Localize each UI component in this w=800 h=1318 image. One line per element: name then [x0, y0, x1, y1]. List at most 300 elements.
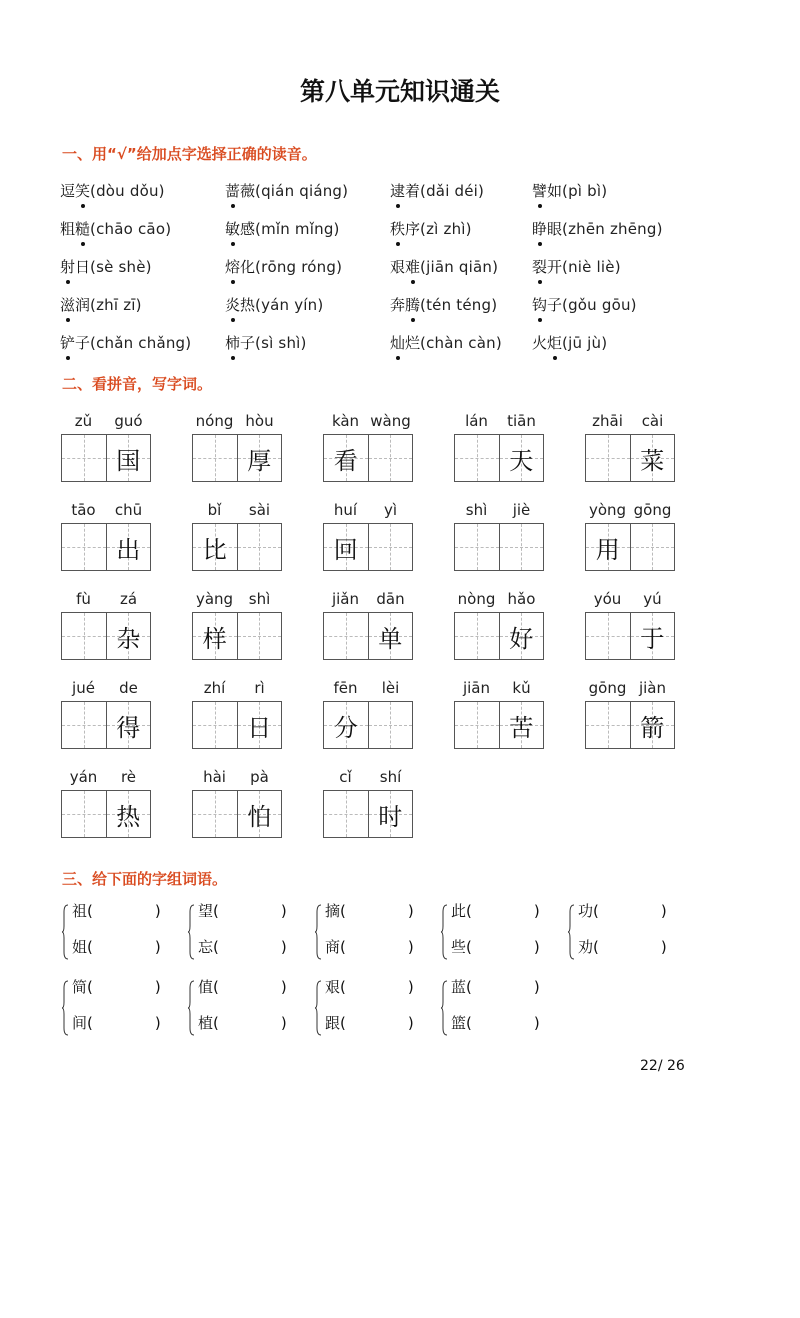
character-box[interactable] [324, 524, 368, 570]
word-char: 射 [60, 258, 76, 276]
group-character: 艰 [325, 978, 341, 996]
pinyin-syllable: yì [383, 501, 398, 519]
writing-cell[interactable] [585, 679, 675, 749]
page-title: 第八单元知识通关 [299, 77, 500, 106]
group-character: 望 [198, 902, 214, 920]
character-boxes[interactable] [61, 790, 151, 838]
word-text [390, 334, 420, 352]
pinyin-syllable: yàng [195, 590, 234, 608]
character-boxes[interactable] [61, 523, 151, 571]
word-group-line[interactable] [451, 976, 540, 997]
character: 好 [509, 624, 534, 653]
word-text [60, 182, 90, 200]
writing-cell[interactable] [323, 590, 413, 660]
close-paren: ) [533, 978, 540, 996]
writing-cell[interactable] [323, 679, 413, 749]
pronunciation-item[interactable] [532, 332, 607, 353]
group-character: 值 [198, 978, 214, 996]
character-boxes[interactable] [323, 612, 413, 660]
empty-character-box[interactable] [237, 524, 282, 570]
open-paren: ( [593, 902, 599, 920]
group-character: 植 [198, 1014, 214, 1032]
character-box[interactable] [630, 435, 675, 481]
pronunciation-options[interactable]: (qián qiáng) [255, 182, 349, 200]
character-boxes[interactable] [192, 612, 282, 660]
pronunciation-item[interactable] [390, 256, 498, 277]
character-box[interactable] [106, 702, 151, 748]
character-box[interactable] [499, 435, 544, 481]
word-group-line[interactable] [325, 900, 414, 921]
word-char: 糙 [75, 220, 91, 238]
word-char: 腾 [405, 296, 421, 314]
writing-cell[interactable] [585, 590, 675, 660]
pronunciation-row [60, 332, 740, 358]
word-group-line[interactable] [72, 976, 161, 997]
pinyin-syllable: zhāi [592, 412, 623, 430]
empty-character-box[interactable] [62, 702, 106, 748]
word-char: 火 [532, 334, 548, 352]
empty-character-box[interactable] [237, 613, 282, 659]
pinyin [192, 768, 282, 790]
pronunciation-item[interactable] [60, 332, 191, 353]
open-paren: ( [466, 938, 472, 956]
group-character: 忘 [198, 938, 214, 956]
word-char: 艰 [390, 258, 406, 276]
word-text [532, 258, 562, 276]
character-box[interactable] [106, 435, 151, 481]
character-box[interactable] [237, 702, 282, 748]
open-paren: ( [213, 978, 219, 996]
word-group [568, 900, 688, 964]
open-paren: ( [340, 938, 346, 956]
word-text [225, 334, 255, 352]
empty-character-box[interactable] [499, 524, 544, 570]
empty-character-box[interactable] [324, 613, 368, 659]
empty-character-box[interactable] [62, 613, 106, 659]
close-paren: ) [280, 978, 287, 996]
close-paren: ) [407, 938, 414, 956]
pronunciation-options[interactable]: (sè shè) [90, 258, 152, 276]
word-text [390, 296, 420, 314]
word-char: 奔 [390, 296, 406, 314]
writing-cell[interactable] [454, 501, 544, 571]
word-char: 铲 [60, 334, 76, 352]
pronunciation-item[interactable] [60, 256, 152, 277]
word-group-line[interactable] [72, 1012, 161, 1033]
word-char: 润 [75, 296, 91, 314]
word-text [532, 220, 562, 238]
word-group [441, 976, 561, 1040]
character: 日 [247, 713, 272, 742]
word-text [60, 296, 90, 314]
pronunciation-item[interactable] [532, 256, 621, 277]
word-text [60, 258, 90, 276]
pinyin [192, 501, 282, 523]
pinyin-syllable: jiàn [638, 679, 667, 697]
word-char: 钩 [532, 296, 548, 314]
pronunciation-item[interactable] [532, 218, 663, 239]
empty-character-box[interactable] [586, 702, 630, 748]
pinyin [454, 412, 544, 434]
word-text [390, 220, 420, 238]
word-text [225, 258, 255, 276]
character: 单 [378, 624, 403, 653]
character-boxes[interactable] [61, 701, 151, 749]
word-group [441, 900, 561, 964]
word-text [60, 334, 90, 352]
word-char: 炎 [225, 296, 241, 314]
word-group-line[interactable] [451, 936, 540, 957]
character-boxes[interactable] [323, 434, 413, 482]
pronunciation-options[interactable]: (chàn càn) [420, 334, 502, 352]
pronunciation-item[interactable] [60, 294, 142, 315]
open-paren: ( [213, 938, 219, 956]
pronunciation-options[interactable]: (zì zhì) [420, 220, 472, 238]
writing-cell[interactable] [454, 412, 544, 482]
character-boxes[interactable] [61, 612, 151, 660]
pinyin [454, 590, 544, 612]
writing-cell[interactable] [192, 590, 282, 660]
character-box[interactable] [499, 702, 544, 748]
pronunciation-item[interactable] [225, 294, 323, 315]
empty-character-box[interactable] [586, 613, 630, 659]
pinyin-syllable: rì [254, 679, 265, 697]
word-char: 日 [75, 258, 91, 276]
pinyin-syllable: lán [465, 412, 488, 430]
pronunciation-options[interactable]: (jiān qiān) [420, 258, 499, 276]
word-group-line[interactable] [198, 1012, 287, 1033]
writing-cell[interactable] [61, 768, 151, 838]
brace-icon [441, 904, 447, 960]
character: 用 [595, 535, 620, 564]
pinyin-syllable: nòng [457, 590, 496, 608]
pronunciation-row [60, 218, 740, 244]
word-char: 如 [547, 182, 563, 200]
writing-cell[interactable] [192, 768, 282, 838]
pronunciation-options[interactable]: (dòu dǒu) [90, 182, 165, 200]
character: 样 [202, 624, 227, 653]
pronunciation-options[interactable]: (chāo cāo) [90, 220, 172, 238]
pronunciation-options[interactable]: (zhēn zhēng) [562, 220, 663, 238]
pronunciation-options[interactable]: (mǐn mǐng) [255, 220, 340, 238]
pronunciation-item[interactable] [532, 294, 637, 315]
character-box[interactable] [237, 435, 282, 481]
character-box[interactable] [324, 435, 368, 481]
pronunciation-options[interactable]: (dǎi déi) [420, 182, 485, 200]
pronunciation-item[interactable] [225, 180, 348, 201]
character-boxes[interactable] [323, 701, 413, 749]
word-char: 炬 [547, 334, 563, 352]
pinyin-syllable: yú [643, 590, 662, 608]
empty-character-box[interactable] [586, 435, 630, 481]
pronunciation-item[interactable] [390, 332, 502, 353]
empty-character-box[interactable] [630, 524, 675, 570]
open-paren: ( [87, 938, 93, 956]
pronunciation-item[interactable] [60, 218, 171, 239]
word-char: 蔷 [225, 182, 241, 200]
pinyin-syllable: yòng [588, 501, 627, 519]
writing-cell[interactable] [454, 590, 544, 660]
word-group [315, 976, 435, 1040]
character-box[interactable] [630, 702, 675, 748]
pinyin-syllable: shì [248, 590, 271, 608]
pronunciation-item[interactable] [390, 218, 472, 239]
empty-character-box[interactable] [193, 791, 237, 837]
character: 厚 [247, 446, 272, 475]
pinyin-syllable: kàn [331, 412, 360, 430]
pinyin-syllable: hài [203, 768, 226, 786]
word-group-line[interactable] [198, 936, 287, 957]
group-character: 蓝 [451, 978, 467, 996]
writing-cell[interactable] [323, 412, 413, 482]
pinyin-syllable: hòu [245, 412, 274, 430]
character-box[interactable] [368, 613, 413, 659]
empty-character-box[interactable] [324, 791, 368, 837]
character-boxes[interactable] [192, 701, 282, 749]
word-char: 敏 [225, 220, 241, 238]
character-box[interactable] [586, 524, 630, 570]
pronunciation-row [60, 180, 740, 206]
empty-character-box[interactable] [455, 702, 499, 748]
word-char: 热 [240, 296, 256, 314]
brace-icon [568, 904, 574, 960]
group-character: 劝 [578, 938, 594, 956]
close-paren: ) [533, 938, 540, 956]
writing-cell[interactable] [323, 768, 413, 838]
empty-character-box[interactable] [455, 524, 499, 570]
word-group-line[interactable] [325, 976, 414, 997]
character-boxes[interactable] [585, 434, 675, 482]
character-box[interactable] [499, 613, 544, 659]
writing-cell[interactable] [454, 679, 544, 749]
character-boxes[interactable] [192, 523, 282, 571]
writing-cell[interactable] [61, 412, 151, 482]
character-box[interactable] [106, 524, 151, 570]
character-box[interactable] [193, 524, 237, 570]
pinyin-syllable: tāo [71, 501, 96, 519]
word-group-line[interactable] [72, 900, 161, 921]
empty-character-box[interactable] [62, 524, 106, 570]
character-box[interactable] [630, 613, 675, 659]
character-boxes[interactable] [454, 701, 544, 749]
writing-cell[interactable] [323, 501, 413, 571]
close-paren: ) [533, 902, 540, 920]
pronunciation-options[interactable]: (gǒu gōu) [562, 296, 637, 314]
character: 时 [378, 802, 403, 831]
character-boxes[interactable] [585, 523, 675, 571]
writing-cell[interactable] [61, 679, 151, 749]
pronunciation-options[interactable]: (rōng róng) [255, 258, 343, 276]
section2-heading: 二、看拼音，写字词。 [62, 375, 213, 393]
character-boxes[interactable] [585, 701, 675, 749]
pinyin [323, 679, 413, 701]
character-box[interactable] [106, 791, 151, 837]
character-boxes[interactable] [323, 523, 413, 571]
pinyin-syllable: hǎo [507, 590, 536, 608]
word-group-line[interactable] [578, 900, 667, 921]
group-character: 此 [451, 902, 467, 920]
character: 怕 [247, 802, 272, 831]
open-paren: ( [340, 978, 346, 996]
word-char: 睁 [532, 220, 548, 238]
pinyin-syllable: yán [69, 768, 98, 786]
word-group-line[interactable] [198, 900, 287, 921]
writing-cell[interactable] [61, 590, 151, 660]
empty-character-box[interactable] [193, 435, 237, 481]
pinyin-syllable: nóng [195, 412, 234, 430]
pinyin [323, 412, 413, 434]
pinyin-syllable: guó [114, 412, 143, 430]
page-number: 22/ 26 [640, 1058, 685, 1074]
character: 杂 [116, 624, 141, 653]
pronunciation-options[interactable]: (sì shì) [255, 334, 307, 352]
brace-icon [188, 904, 194, 960]
word-text [532, 296, 562, 314]
pinyin [585, 679, 675, 701]
character: 得 [116, 713, 141, 742]
character-boxes[interactable] [454, 434, 544, 482]
pronunciation-options[interactable]: (niè liè) [562, 258, 621, 276]
pinyin [585, 501, 675, 523]
pronunciation-item[interactable] [225, 218, 340, 239]
pinyin-syllable: shí [379, 768, 402, 786]
word-text [532, 334, 562, 352]
character-boxes[interactable] [585, 612, 675, 660]
character: 分 [333, 713, 358, 742]
pronunciation-options[interactable]: (chǎn chǎng) [90, 334, 192, 352]
writing-cell[interactable] [585, 501, 675, 571]
character: 比 [202, 535, 227, 564]
word-text [390, 258, 420, 276]
word-group-line[interactable] [578, 936, 667, 957]
character-box[interactable] [106, 613, 151, 659]
open-paren: ( [213, 902, 219, 920]
empty-character-box[interactable] [62, 435, 106, 481]
empty-character-box[interactable] [455, 613, 499, 659]
empty-character-box[interactable] [368, 435, 413, 481]
character-boxes[interactable] [192, 434, 282, 482]
writing-cell[interactable] [585, 412, 675, 482]
pinyin-syllable: sài [248, 501, 271, 519]
pinyin-syllable: fēn [333, 679, 358, 697]
pronunciation-item[interactable] [60, 180, 165, 201]
word-group-line[interactable] [325, 1012, 414, 1033]
close-paren: ) [660, 938, 667, 956]
pronunciation-item[interactable] [532, 180, 607, 201]
empty-character-box[interactable] [455, 435, 499, 481]
character-boxes[interactable] [192, 790, 282, 838]
character-boxes[interactable] [323, 790, 413, 838]
empty-character-box[interactable] [368, 702, 413, 748]
writing-cell[interactable] [61, 501, 151, 571]
pronunciation-item[interactable] [390, 294, 497, 315]
character-box[interactable] [237, 791, 282, 837]
close-paren: ) [154, 902, 161, 920]
word-group-line[interactable] [72, 936, 161, 957]
character-boxes[interactable] [454, 523, 544, 571]
group-character: 跟 [325, 1014, 341, 1032]
close-paren: ) [280, 1014, 287, 1032]
group-character: 商 [325, 938, 341, 956]
word-char: 粗 [60, 220, 76, 238]
pinyin-syllable: lèi [381, 679, 400, 697]
word-char: 笑 [75, 182, 91, 200]
word-text [225, 220, 255, 238]
pinyin-syllable: cǐ [339, 768, 352, 786]
character-boxes[interactable] [61, 434, 151, 482]
word-group-line[interactable] [198, 976, 287, 997]
open-paren: ( [466, 1014, 472, 1032]
open-paren: ( [87, 902, 93, 920]
pronunciation-options[interactable]: (yán yín) [255, 296, 324, 314]
pronunciation-item[interactable] [225, 332, 307, 353]
pronunciation-options[interactable]: (zhī zī) [90, 296, 142, 314]
word-group-line[interactable] [325, 936, 414, 957]
pinyin-syllable: yóu [593, 590, 622, 608]
writing-cell[interactable] [192, 501, 282, 571]
pinyin-syllable: jiè [512, 501, 531, 519]
writing-cell[interactable] [192, 679, 282, 749]
close-paren: ) [154, 938, 161, 956]
pronunciation-options[interactable]: (jū jù) [562, 334, 608, 352]
character-box[interactable] [193, 613, 237, 659]
pinyin-syllable: rè [120, 768, 137, 786]
pinyin [323, 768, 413, 790]
word-char: 薇 [240, 182, 256, 200]
writing-cell[interactable] [192, 412, 282, 482]
character: 苦 [509, 713, 534, 742]
pronunciation-item[interactable] [390, 180, 484, 201]
open-paren: ( [213, 1014, 219, 1032]
empty-character-box[interactable] [62, 791, 106, 837]
character: 菜 [640, 446, 665, 475]
empty-character-box[interactable] [368, 524, 413, 570]
character: 看 [333, 446, 358, 475]
brace-icon [62, 980, 68, 1036]
word-char: 逗 [60, 182, 76, 200]
pinyin-syllable: kǔ [512, 679, 531, 697]
pronunciation-options[interactable]: (pì bì) [562, 182, 608, 200]
character-box[interactable] [324, 702, 368, 748]
pronunciation-options[interactable]: (tén téng) [420, 296, 498, 314]
character-box[interactable] [368, 791, 413, 837]
pinyin-syllable: gōng [588, 679, 627, 697]
pinyin-syllable: gōng [633, 501, 672, 519]
pinyin-syllable: jiān [462, 679, 491, 697]
word-group-line[interactable] [451, 900, 540, 921]
character: 天 [509, 446, 534, 475]
pinyin-syllable: wàng [370, 412, 411, 430]
character: 国 [116, 446, 141, 475]
pinyin [192, 679, 282, 701]
word-char: 着 [405, 182, 421, 200]
brace-icon [315, 904, 321, 960]
pinyin [61, 768, 151, 790]
pronunciation-item[interactable] [225, 256, 342, 277]
pinyin-syllable: zhí [203, 679, 226, 697]
word-char: 秩 [390, 220, 406, 238]
word-char: 化 [240, 258, 256, 276]
pinyin [454, 679, 544, 701]
word-char: 裂 [532, 258, 548, 276]
empty-character-box[interactable] [193, 702, 237, 748]
word-char: 熔 [225, 258, 241, 276]
word-group-line[interactable] [451, 1012, 540, 1033]
word-char: 子 [240, 334, 256, 352]
character-boxes[interactable] [454, 612, 544, 660]
pinyin [192, 590, 282, 612]
word-text [60, 220, 90, 238]
